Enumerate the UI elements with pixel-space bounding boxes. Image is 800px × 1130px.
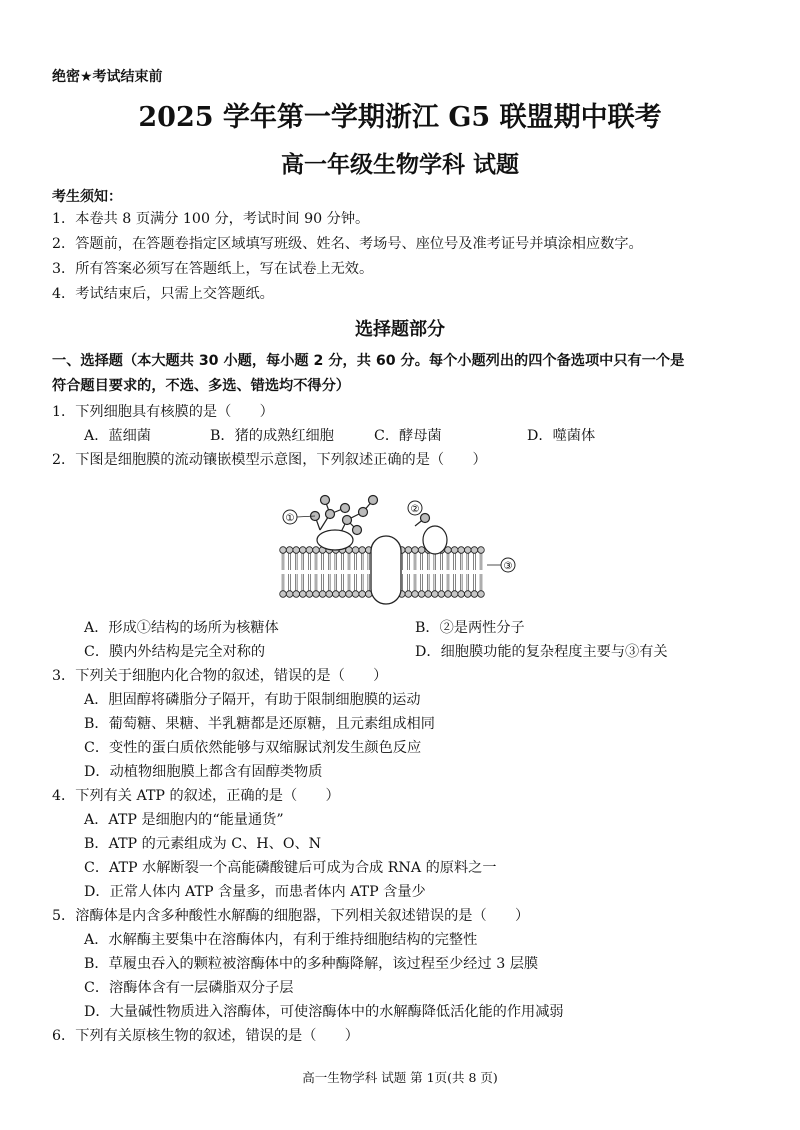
option-c: C．膜内外结构是完全对称的 — [84, 644, 266, 660]
phospholipid-head — [352, 547, 359, 554]
glycoprotein — [317, 530, 353, 550]
phospholipid-head — [359, 547, 366, 554]
phospholipid-head — [478, 547, 485, 554]
phospholipid-head — [418, 547, 425, 554]
cell-membrane-diagram — [275, 482, 535, 610]
phospholipid-head — [293, 547, 300, 554]
phospholipid-head — [458, 547, 465, 554]
confidential-mark: 绝密★考试结束前 — [52, 69, 163, 85]
phospholipid-head — [313, 591, 320, 598]
phospholipid-head — [280, 591, 287, 598]
phospholipid-head — [425, 591, 432, 598]
phospholipid-head — [333, 591, 340, 598]
notice-item: 3．所有答案必须写在答题纸上，写在试卷上无效。 — [52, 261, 374, 277]
phospholipid-head — [478, 591, 485, 598]
option-c: C．溶酶体含有一层磷脂双分子层 — [84, 980, 294, 996]
phospholipid-head — [471, 591, 478, 598]
section-instruction: 一、选择题（本大题共 30 小题，每小题 2 分，共 60 分。每个小题列出的四个备选项中只有一个是 — [52, 353, 685, 369]
phospholipid-head — [405, 547, 412, 554]
phospholipid-head — [451, 591, 458, 598]
phospholipid-head — [326, 591, 333, 598]
exam-title: 2025 学年第一学期浙江 G5 联盟期中联考 — [138, 102, 662, 133]
option-b: B．②是两性分子 — [415, 620, 525, 636]
phospholipid-head — [412, 591, 419, 598]
question-stem: 4．下列有关 ATP 的叙述，正确的是（ ） — [52, 788, 340, 804]
phospholipid-head — [300, 547, 307, 554]
question-stem: 3．下列关于细胞内化合物的叙述，错误的是（ ） — [52, 668, 388, 684]
phospholipid-head — [458, 591, 465, 598]
phospholipid-head — [306, 547, 313, 554]
page-footer: 高一生物学科 试题 第 1页(共 8 页) — [302, 1070, 498, 1085]
phospholipid-head — [412, 547, 419, 554]
phospholipid-head — [445, 591, 452, 598]
phospholipid-head — [432, 591, 439, 598]
phospholipid-head — [359, 591, 366, 598]
phospholipid-head — [313, 547, 320, 554]
phospholipid-head — [293, 591, 300, 598]
question-stem: 6．下列有关原核生物的叙述，错误的是（ ） — [52, 1028, 359, 1044]
phospholipid-head — [339, 591, 346, 598]
option-a: A．蓝细菌 — [84, 428, 151, 444]
section-instruction: 符合题目要求的，不选、多选、错选均不得分） — [52, 378, 350, 394]
phospholipid-head — [306, 591, 313, 598]
option-b: B．ATP 的元素组成为 C、H、O、N — [84, 836, 322, 852]
phospholipid-head — [405, 591, 412, 598]
option-a: A．形成①结构的场所为核糖体 — [84, 620, 279, 636]
option-d: D．正常人体内 ATP 含量多，而患者体内 ATP 含量少 — [84, 884, 426, 900]
phospholipid-head — [286, 547, 293, 554]
option-a: A．胆固醇将磷脂分子隔开，有助于限制细胞膜的运动 — [84, 692, 421, 708]
phospholipid-head — [319, 591, 326, 598]
option-d: D．细胞膜功能的复杂程度主要与③有关 — [415, 644, 668, 660]
notice-item: 2．答题前，在答题卷指定区域填写班级、姓名、考场号、座位号及准考证号并填涂相应数字。 — [52, 236, 643, 252]
option-b: B．猪的成熟红细胞 — [210, 428, 334, 444]
phospholipid-head — [471, 547, 478, 554]
option-c: C．酵母菌 — [374, 428, 442, 444]
option-a: A．ATP 是细胞内的“能量通货” — [84, 812, 284, 828]
option-c: C．变性的蛋白质依然能够与双缩脲试剂发生颜色反应 — [84, 740, 422, 756]
phospholipid-head — [346, 591, 353, 598]
option-d: D．动植物细胞膜上都含有固醇类物质 — [84, 764, 323, 780]
phospholipid-head — [465, 591, 472, 598]
label-1: ① — [285, 513, 295, 524]
notice-item: 1．本卷共 8 页满分 100 分，考试时间 90 分钟。 — [52, 211, 370, 227]
phospholipid-head — [300, 591, 307, 598]
phospholipid-head — [451, 547, 458, 554]
label-3: ③ — [503, 561, 513, 572]
notice-item: 4．考试结束后，只需上交答题纸。 — [52, 286, 274, 302]
option-d: D．大量碱性物质进入溶酶体，可使溶酶体中的水解酶降低活化能的作用减弱 — [84, 1004, 564, 1020]
option-d: D．噬菌体 — [527, 428, 596, 444]
option-a: A．水解酶主要集中在溶酶体内，有利于维持细胞结构的完整性 — [84, 932, 478, 948]
peripheral-protein — [423, 526, 447, 554]
option-b: B．草履虫吞入的颗粒被溶酶体中的多种酶降解，该过程至少经过 3 层膜 — [84, 956, 539, 972]
phospholipid-head — [286, 591, 293, 598]
option-c: C．ATP 水解断裂一个高能磷酸键后可成为合成 RNA 的原料之一 — [84, 860, 497, 876]
phospholipid-head — [352, 591, 359, 598]
phospholipid-head — [280, 547, 287, 554]
phospholipid-head — [418, 591, 425, 598]
phospholipid-head — [438, 591, 445, 598]
phospholipid-head — [465, 547, 472, 554]
question-stem: 2．下图是细胞膜的流动镶嵌模型示意图，下列叙述正确的是（ ） — [52, 452, 487, 468]
question-stem: 5．溶酶体是内含多种酸性水解酶的细胞器，下列相关叙述错误的是（ ） — [52, 908, 530, 924]
exam-subtitle: 高一年级生物学科 试题 — [280, 151, 519, 178]
label-2: ② — [410, 504, 420, 515]
transmembrane-protein — [371, 536, 401, 604]
option-b: B．葡萄糖、果糖、半乳糖都是还原糖，且元素组成相同 — [84, 716, 435, 732]
question-stem: 1．下列细胞具有核膜的是（ ） — [52, 404, 274, 420]
notice-heading: 考生须知： — [52, 189, 122, 205]
section-title: 选择题部分 — [355, 319, 445, 340]
